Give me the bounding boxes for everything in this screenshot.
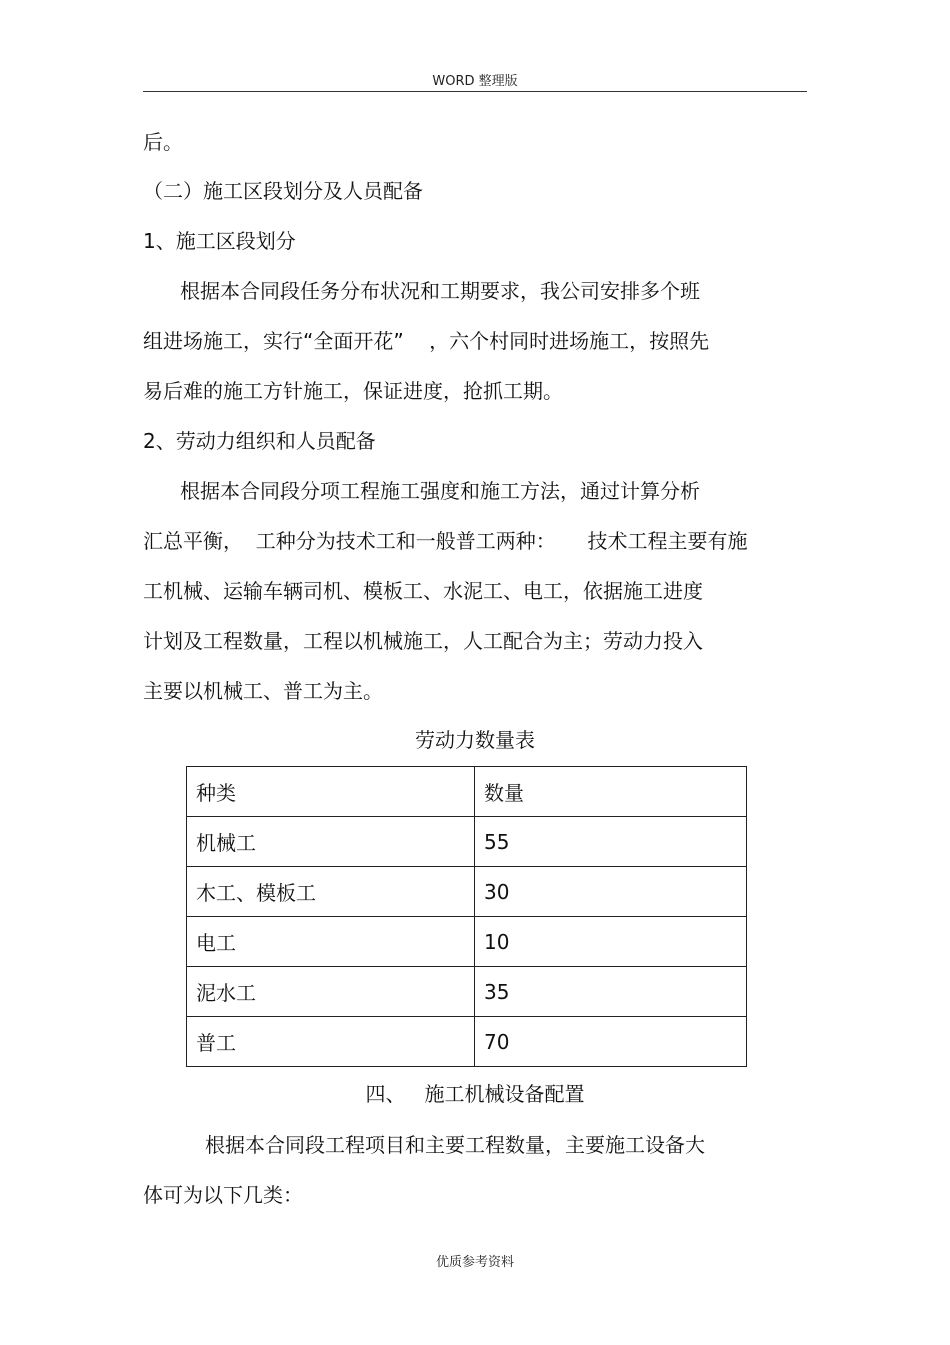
table-cell-type: 泥水工: [187, 967, 475, 1017]
table-cell-count: 30: [475, 867, 747, 917]
table-cell-type: 木工、模板工: [187, 867, 475, 917]
table-cell-type: 普工: [187, 1017, 475, 1067]
page-header: WORD 整理版: [432, 74, 518, 89]
body-line: 易后难的施工方针施工，保证进度，抢抓工期。: [143, 379, 563, 403]
body-line: 体可为以下几类：: [143, 1183, 303, 1207]
table-header-row: [187, 767, 747, 817]
subsection-heading: 2、劳动力组织和人员配备: [143, 429, 376, 453]
section-heading: 四、 施工机械设备配置: [365, 1082, 585, 1106]
table-header-cell: 数量: [475, 767, 747, 817]
table-cell-count: 70: [475, 1017, 747, 1067]
body-line: 计划及工程数量，工程以机械施工，人工配合为主；劳动力投入: [143, 629, 703, 653]
body-line: 根据本合同段任务分布状况和工期要求，我公司安排多个班: [180, 279, 700, 303]
body-line: 汇总平衡， 工种分为技术工和一般普工两种： 技术工程主要有施: [143, 529, 748, 553]
subsection-heading: 1、施工区段划分: [143, 229, 296, 253]
body-line: 根据本合同段工程项目和主要工程数量，主要施工设备大: [205, 1133, 705, 1157]
table-header-cell: 种类: [187, 767, 475, 817]
body-line: 根据本合同段分项工程施工强度和施工方法，通过计算分析: [180, 479, 700, 503]
page-footer: 优质参考资料: [435, 1255, 514, 1270]
section-heading: （二）施工区段划分及人员配备: [143, 179, 423, 203]
table-cell-type: 机械工: [187, 817, 475, 867]
table-row: [187, 817, 747, 867]
labor-table: [186, 766, 747, 1067]
header-rule: [143, 91, 807, 92]
body-line: 组进场施工，实行“全面开花” ，六个村同时进场施工，按照先: [143, 329, 710, 353]
table-row: [187, 867, 747, 917]
table-row: [187, 967, 747, 1017]
body-line: 后。: [143, 130, 183, 154]
table-cell-count: 35: [475, 967, 747, 1017]
body-line: 主要以机械工、普工为主。: [143, 679, 383, 703]
table-row: [187, 917, 747, 967]
table-cell-count: 10: [475, 917, 747, 967]
table-title: 劳动力数量表: [415, 728, 535, 752]
table-cell-type: 电工: [187, 917, 475, 967]
body-line: 工机械、运输车辆司机、模板工、水泥工、电工，依据施工进度: [143, 579, 703, 603]
table-row: [187, 1017, 747, 1067]
table-cell-count: 55: [475, 817, 747, 867]
